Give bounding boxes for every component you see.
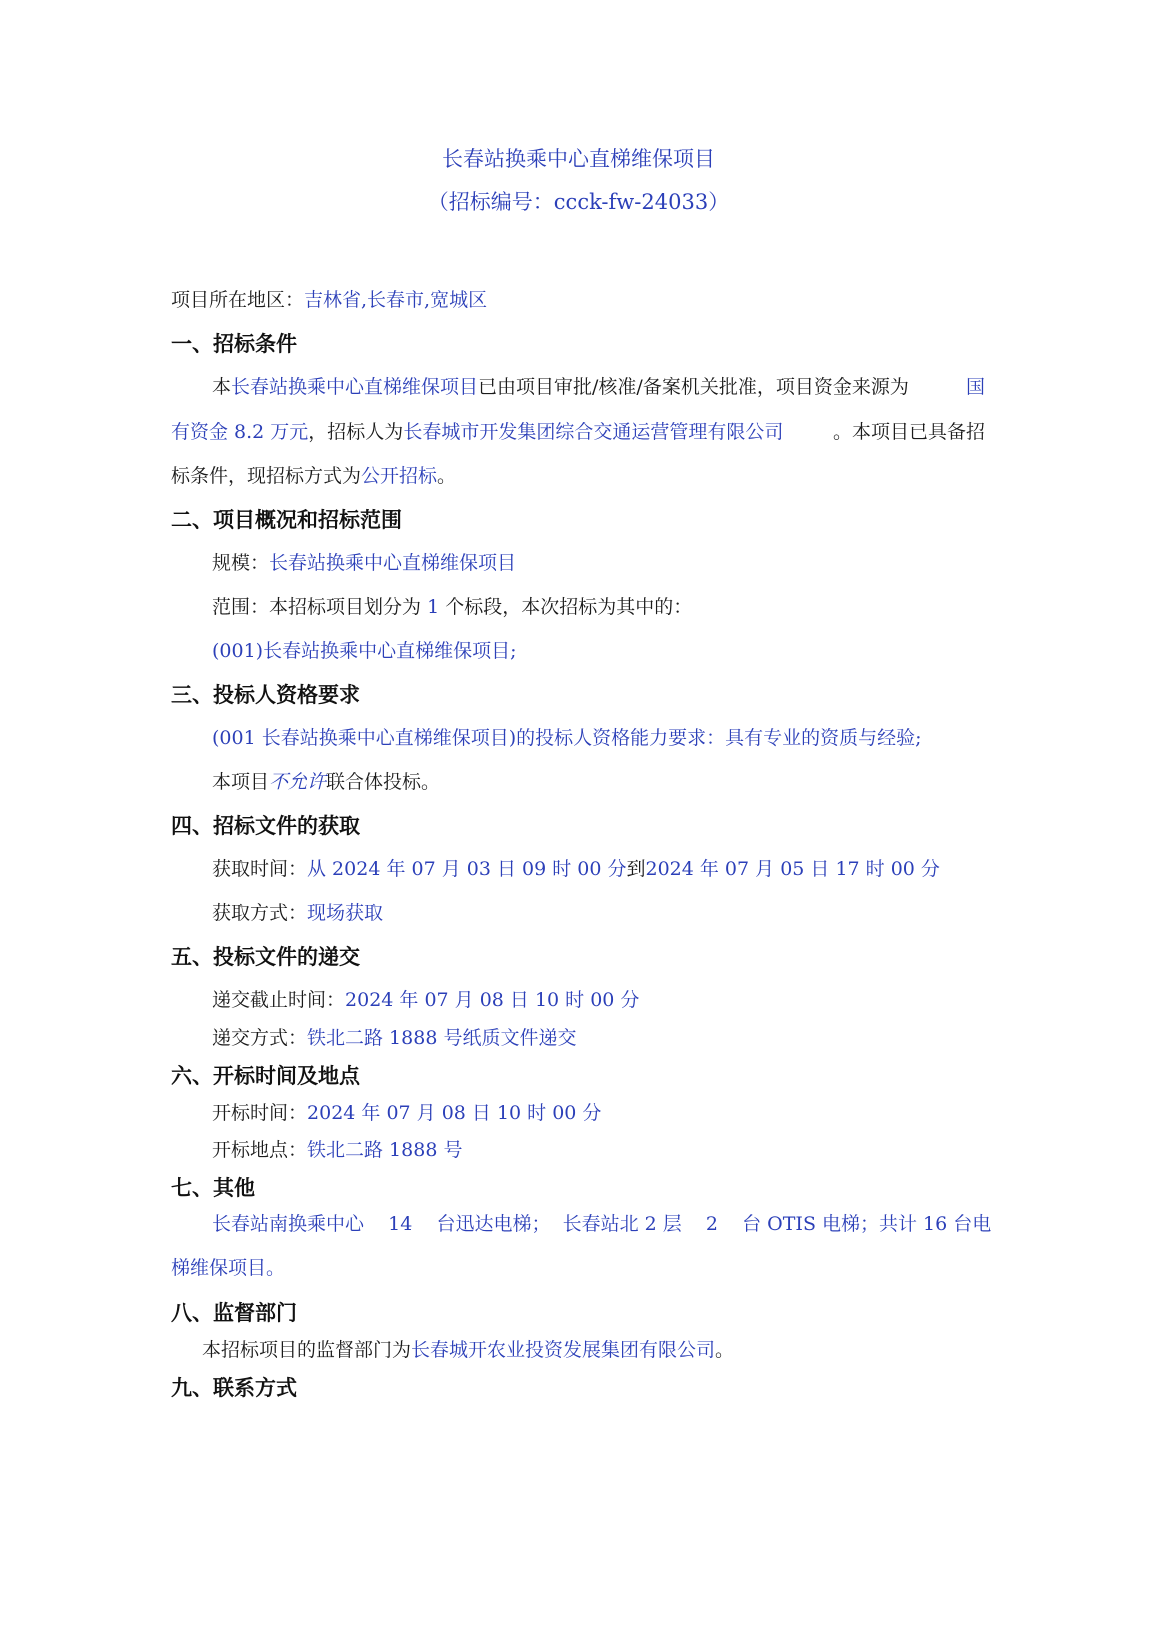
supervision-dept: 长春城开农业投资发展集团有限公司 [411, 1339, 716, 1361]
opening-place-label: 开标地点： [212, 1139, 308, 1161]
tenderer-name: 长春城市开发集团综合交通运营管理有限公司 [403, 421, 784, 443]
document-title: 长春站换乘中心直梯维保项目 [442, 147, 715, 171]
fund-source-start: 国 [965, 376, 985, 398]
obtain-time-label: 获取时间： [212, 858, 308, 880]
obtain-time-start: 从 2024 年 07 月 03 日 09 时 00 分 [307, 858, 627, 880]
scale-value: 长春站换乘中心直梯维保项目 [269, 552, 517, 574]
tender-code-prefix: （招标编号： [427, 190, 554, 214]
joint-bid-line [212, 770, 440, 794]
obtain-time-line [212, 857, 940, 881]
text: 的投标人资格能力要求： [516, 727, 726, 749]
tender-method: 公开招标 [361, 465, 438, 487]
joint-bid-value: 不允许 [269, 771, 327, 793]
obtain-time-end: 2024 年 07 月 05 日 17 时 00 分 [645, 858, 940, 880]
section-heading-5: 五、投标文件的递交 [171, 945, 360, 969]
opening-place-value: 铁北二路 1888 号 [307, 1139, 463, 1161]
section-heading-2: 二、项目概况和招标范围 [171, 508, 402, 532]
submit-method-value: 铁北二路 1888 号纸质文件递交 [307, 1027, 577, 1049]
section-heading-4: 四、招标文件的获取 [171, 814, 360, 838]
scale-line [212, 551, 516, 575]
fund-source: 有资金 8.2 万元 [171, 421, 309, 443]
tender-code-line [0, 186, 1157, 216]
region-label: 项目所在地区： [171, 289, 305, 311]
section-heading-6: 六、开标时间及地点 [171, 1064, 360, 1088]
lot-ref: (001 长春站换乘中心直梯维保项目) [212, 727, 517, 749]
text: 个标段，本次招标为其中的： [445, 596, 693, 618]
submit-method-label: 递交方式： [212, 1027, 308, 1049]
scale-label: 规模： [212, 552, 270, 574]
tender-code-suffix: ） [708, 190, 730, 214]
region-line [171, 288, 487, 312]
section-heading-8: 八、监督部门 [171, 1301, 297, 1325]
text: ，招标人为 [308, 421, 404, 443]
obtain-method-line [212, 901, 383, 925]
text: 已由项目审批/核准/备案机关批准，项目资金来源为 [478, 376, 909, 398]
qualification-value: 具有专业的资质与经验; [725, 727, 922, 749]
section-heading-1: 一、招标条件 [171, 332, 297, 356]
obtain-method-value: 现场获取 [307, 902, 384, 924]
section-heading-3: 三、投标人资格要求 [171, 683, 360, 707]
opening-place-line [212, 1138, 462, 1162]
lot-count: 1 [427, 596, 440, 618]
opening-time-line [212, 1101, 601, 1125]
text: 联合体投标。 [326, 771, 441, 793]
opening-time-value: 2024 年 07 月 08 日 10 时 00 分 [307, 1102, 602, 1124]
submit-deadline-value: 2024 年 07 月 08 日 10 时 00 分 [345, 989, 640, 1011]
text: 。本项目已具备招 [832, 421, 985, 443]
submit-deadline-label: 递交截止时间： [212, 989, 346, 1011]
other-line2: 梯维保项目。 [171, 1257, 286, 1279]
other-line1: 长春站南换乘中心 14 台迅达电梯； 长春站北 2 层 2 台 OTIS 电梯；共计 16 台电 [212, 1213, 992, 1235]
obtain-method-label: 获取方式： [212, 902, 308, 924]
section-heading-9: 九、联系方式 [171, 1376, 297, 1400]
text: 到 [626, 858, 646, 880]
text: 本 [212, 376, 232, 398]
qualification-line [212, 726, 922, 750]
section1-paragraph-line1 [212, 375, 985, 399]
text: 标条件，现招标方式为 [171, 465, 362, 487]
section-heading-7: 七、其他 [171, 1176, 255, 1200]
section1-paragraph-line3 [171, 464, 456, 488]
submit-method-line [212, 1026, 576, 1050]
text: 范围：本招标项目划分为 [212, 596, 422, 618]
supervision-line [202, 1338, 734, 1362]
tender-code: ccck-fw-24033 [553, 190, 709, 214]
text: 。 [715, 1339, 735, 1361]
opening-time-label: 开标时间： [212, 1102, 308, 1124]
text: 本项目 [212, 771, 270, 793]
scope-line [212, 595, 692, 619]
lot-item: (001)长春站换乘中心直梯维保项目; [212, 640, 517, 662]
project-name: 长春站换乘中心直梯维保项目 [231, 376, 479, 398]
region-value: 吉林省,长春市,宽城区 [304, 289, 488, 311]
text: 。 [437, 465, 457, 487]
submit-deadline-line [212, 988, 639, 1012]
text: 本招标项目的监督部门为 [202, 1339, 412, 1361]
section1-paragraph-line2 [171, 420, 985, 444]
